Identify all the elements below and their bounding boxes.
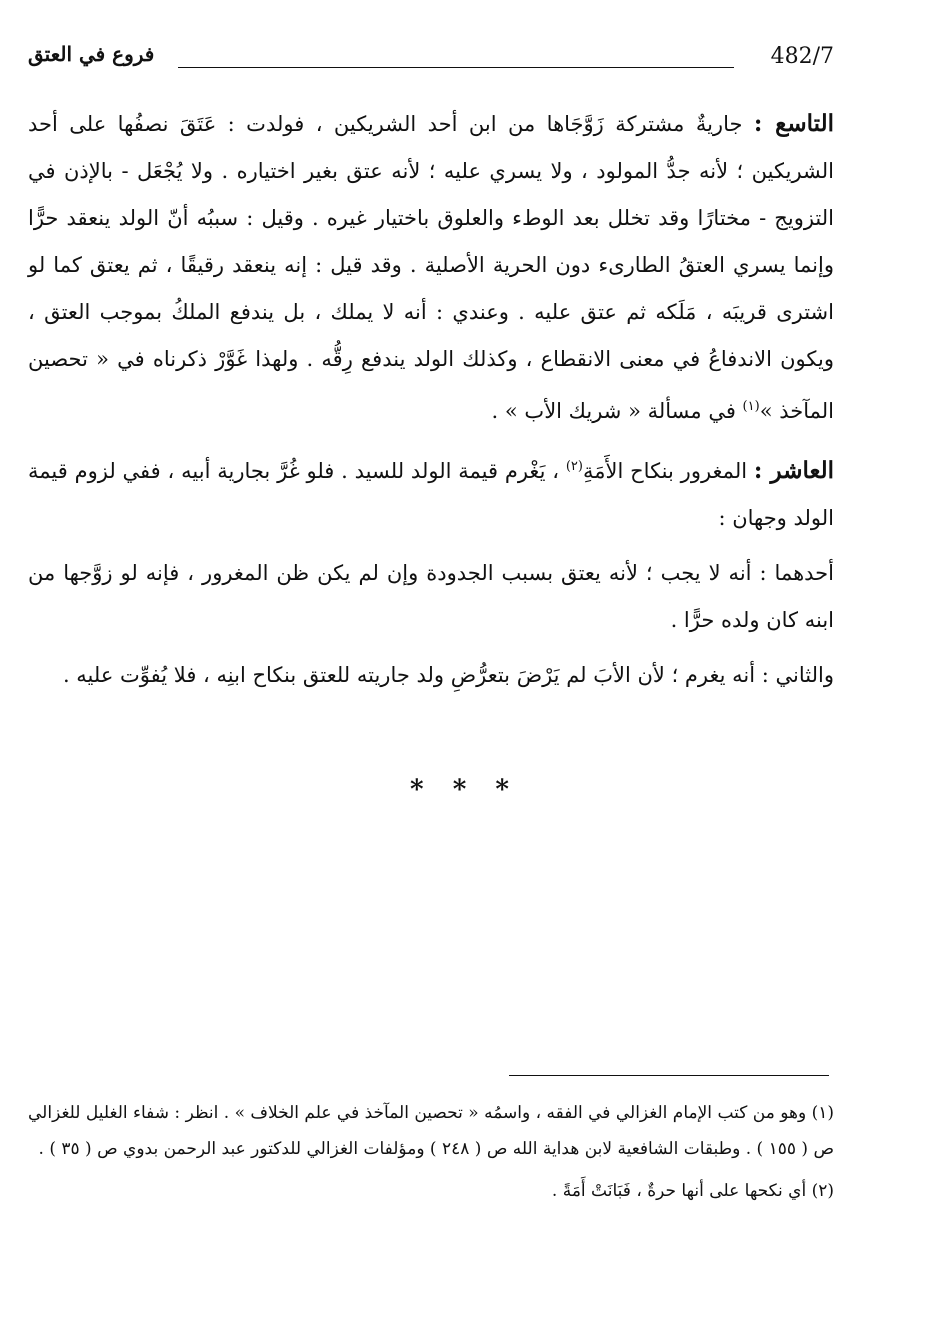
header-rule (178, 67, 734, 68)
paragraph-term: العاشر : (753, 457, 834, 484)
page-number: 482/7 (770, 44, 834, 69)
footnotes (28, 1095, 834, 1215)
footnote-reference: (١) (742, 399, 760, 414)
section-separator: * * * (410, 775, 519, 805)
footnote-rule (509, 1075, 829, 1076)
footnote-reference: (٢) (565, 459, 583, 474)
paragraph-text: جاريةٌ مشتركة زَوَّجَاها من ابن أحد الشريكين ، فولدت : عَتَقَ نصفُها على أحد الشريكين ؛ لأنه جدُّ المولود ، ولا يسري عليه ؛ لأنه عتق بغير اختياره . ولا يُجْعَل - بالإذن في التزويج - مختارًا وقد تخلل بعد الوطء والعلوق باختيار غيره . وقيل : سببُه أنّ الولد ينعقد حرًّا وإنما يسري العتقُ الطارىء دون الحرية الأصلية . وقد قيل : إنه ينعقد رقيقًا ، ثم يعتق كما لو اشترى قريبَه ، مَلَكه ثم عتق عليه . وعندي : أنه لا يملك ، بل يندفع الملكُ بموجب العتق ، ويكون الاندفاعُ في معنى الانقطاع ، وكذلك الولد يندفع رِقُّه . ولهذا غَوَّرْ ذكرناه في « تحصين المآخذ » (28, 112, 834, 423)
paragraph-text: في مسألة « شريك الأب » . (491, 399, 743, 423)
paragraph-tenth (28, 443, 834, 542)
footnote-2: (٢) أي نكحها على أنها حرةٌ ، فَبَانَتْ أَمَةً . (551, 1181, 834, 1201)
paragraph-text: المغرور بنكاح الأَمَةِ (582, 459, 754, 483)
paragraph-ninth (28, 100, 834, 435)
paragraph-text: ، يَغْرم قيمة الولد للسيد . فلو غُرَّ بجارية أبيه ، ففي لزوم قيمة الولد وجهان : (28, 459, 834, 530)
paragraph-first-view: أحدهما : أنه لا يجب ؛ لأنه يعتق بسبب الجدودة وإن لم يكن ظن المغرور ، فإنه لو زوَّجها من ابنه كان ولده حرًّا . (28, 561, 834, 632)
running-header (28, 40, 834, 80)
paragraph-term: التاسع : (753, 110, 835, 137)
body-text (28, 100, 834, 707)
paragraph-second-view: والثاني : أنه يغرم ؛ لأن الأبَ لم يَرْضَ بتعرُّضِ ولد جاريته للعتق بنكاح ابنِه ، فلا يُفوِّت عليه . (62, 663, 834, 687)
running-title: فروع في العتق (28, 42, 155, 66)
footnote-1: (١) وهو من كتب الإمام الغزالي في الفقه ، واسمُه « تحصين المآخذ في علم الخلاف » . انظر : شفاء الغليل للغزالي ص ( ١٥٥ ) . وطبقات الشافعية لابن هداية الله ص ( ٢٤٨ ) ومؤلفات الغزالي للدكتور عبد الرحمن بدوي ص ( ٣٥ ) . (28, 1103, 834, 1159)
